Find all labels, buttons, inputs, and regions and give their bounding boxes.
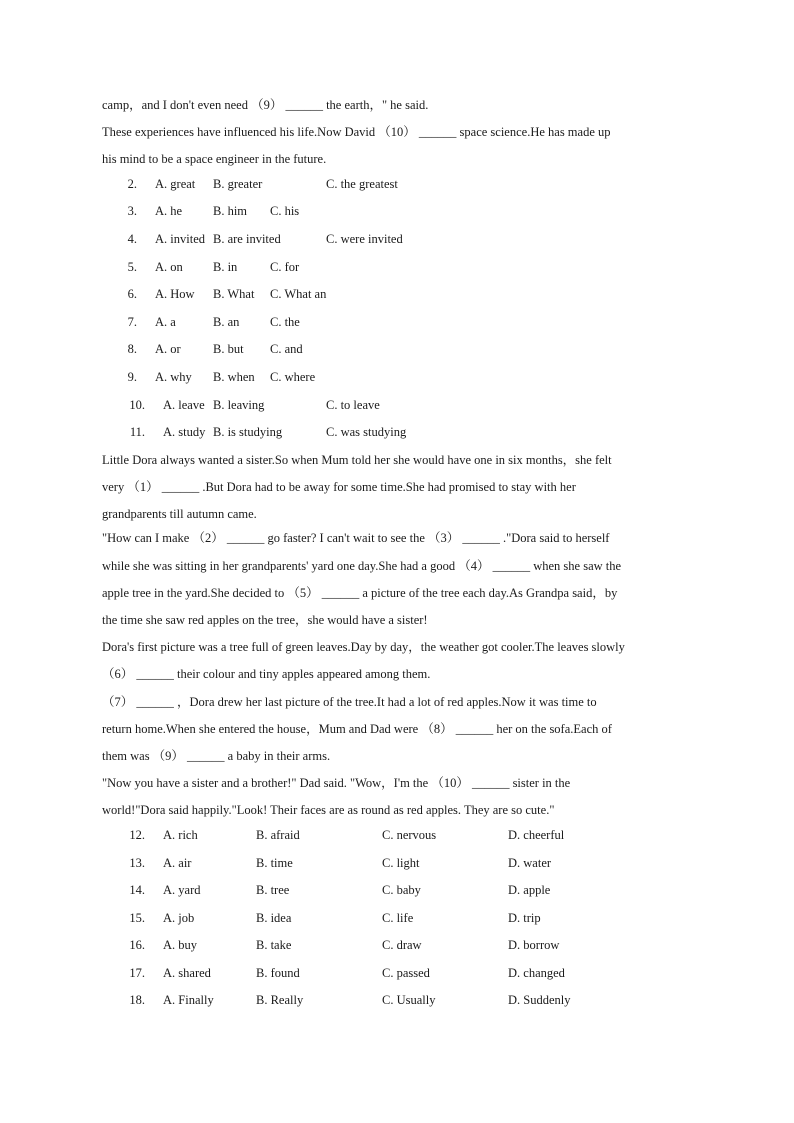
option-a[interactable]: A. study <box>163 425 206 439</box>
option-b[interactable]: B. him <box>213 204 248 218</box>
passage2-line: "How can I make （2） ______ go faster? I can't wait to see the （3） ______ ."Dora said to herself <box>102 531 610 545</box>
option-c[interactable]: C. Usually <box>382 993 436 1007</box>
option-b[interactable]: B. in <box>213 260 238 274</box>
passage2-line: Little Dora always wanted a sister.So when Mum told her she would have one in six months，she felt <box>102 453 612 467</box>
option-a[interactable]: A. shared <box>163 966 211 980</box>
option-b[interactable]: B. found <box>256 966 300 980</box>
passage1-line: These experiences have influenced his life.Now David （10） ______ space science.He has made up <box>102 125 611 139</box>
option-a[interactable]: A. a <box>155 315 176 329</box>
option-c[interactable]: C. was studying <box>326 425 407 439</box>
option-a[interactable]: A. on <box>155 260 183 274</box>
passage2-line: them was （9） ______ a baby in their arms. <box>102 749 331 763</box>
question-number: 14. <box>129 883 145 897</box>
passage2-line: world!"Dora said happily."Look! Their faces are as round as red apples. They are so cute." <box>102 803 555 817</box>
option-c[interactable]: C. were invited <box>326 232 403 246</box>
option-c[interactable]: C. light <box>382 856 420 870</box>
option-b[interactable]: B. leaving <box>213 398 265 412</box>
option-d[interactable]: D. water <box>508 856 552 870</box>
option-d[interactable]: D. apple <box>508 883 551 897</box>
passage2-line: （7） ______ ，Dora drew her last picture of the tree.It had a lot of red apples.Now it was time to <box>102 695 597 709</box>
option-d[interactable]: D. changed <box>508 966 565 980</box>
option-b[interactable]: B. take <box>256 938 292 952</box>
question-number: 8. <box>127 342 137 356</box>
passage2-line: return home.When she entered the house，Mum and Dad were （8） ______ her on the sofa.Each of <box>102 722 612 736</box>
option-b[interactable]: B. is studying <box>213 425 283 439</box>
passage2-line: apple tree in the yard.She decided to （5） ______ a picture of the tree each day.As Grandpa said，by <box>102 586 618 600</box>
option-b[interactable]: B. greater <box>213 177 263 191</box>
option-b[interactable]: B. idea <box>256 911 292 925</box>
option-a[interactable]: A. buy <box>163 938 198 952</box>
option-b[interactable]: B. an <box>213 315 240 329</box>
question-number: 10. <box>129 398 145 412</box>
option-a[interactable]: A. or <box>155 342 181 356</box>
passage2-line: the time she saw red apples on the tree，she would have a sister! <box>102 613 428 627</box>
option-b[interactable]: B. Really <box>256 993 304 1007</box>
option-c[interactable]: C. the <box>270 315 300 329</box>
question-number: 18. <box>129 993 145 1007</box>
passage2-line: while she was sitting in her grandparents' yard one day.She had a good （4） ______ when she saw the <box>102 559 622 573</box>
option-c[interactable]: C. baby <box>382 883 421 897</box>
question-number: 15. <box>129 911 145 925</box>
option-d[interactable]: D. trip <box>508 911 541 925</box>
option-b[interactable]: B. tree <box>256 883 290 897</box>
passage1-line: his mind to be a space engineer in the future. <box>102 152 327 166</box>
option-a[interactable]: A. Finally <box>163 993 214 1007</box>
option-c[interactable]: C. life <box>382 911 414 925</box>
question-number: 5. <box>127 260 137 274</box>
option-b[interactable]: B. time <box>256 856 293 870</box>
option-c[interactable]: C. draw <box>382 938 422 952</box>
option-a[interactable]: A. How <box>155 287 195 301</box>
passage2-line: very （1） ______ .But Dora had to be away for some time.She had promised to stay with her <box>102 480 576 494</box>
question-number: 12. <box>129 828 145 842</box>
option-a[interactable]: A. leave <box>163 398 205 412</box>
option-a[interactable]: A. yard <box>163 883 201 897</box>
option-d[interactable]: D. cheerful <box>508 828 565 842</box>
passage2-line: "Now you have a sister and a brother!" Dad said. "Wow，I'm the （10） ______ sister in the <box>102 776 571 790</box>
option-c[interactable]: C. for <box>270 260 300 274</box>
option-a[interactable]: A. rich <box>163 828 198 842</box>
question-number: 13. <box>129 856 145 870</box>
option-c[interactable]: C. where <box>270 370 316 384</box>
question-number: 9. <box>127 370 137 384</box>
option-a[interactable]: A. invited <box>155 232 205 246</box>
option-c[interactable]: C. and <box>270 342 303 356</box>
option-d[interactable]: D. borrow <box>508 938 560 952</box>
passage2-line: Dora's first picture was a tree full of green leaves.Day by day，the weather got cooler.The leaves slowly <box>102 640 625 654</box>
option-c[interactable]: C. passed <box>382 966 430 980</box>
option-a[interactable]: A. he <box>155 204 183 218</box>
option-c[interactable]: C. nervous <box>382 828 437 842</box>
question-number: 2. <box>127 177 137 191</box>
option-a[interactable]: A. air <box>163 856 192 870</box>
option-c[interactable]: C. the greatest <box>326 177 398 191</box>
passage2-line: （6） ______ their colour and tiny apples appeared among them. <box>102 667 431 681</box>
question-number: 6. <box>127 287 137 301</box>
option-c[interactable]: C. his <box>270 204 300 218</box>
question-number: 7. <box>127 315 137 329</box>
option-a[interactable]: A. why <box>155 370 192 384</box>
option-a[interactable]: A. great <box>155 177 196 191</box>
question-number: 17. <box>129 966 145 980</box>
question-number: 16. <box>129 938 145 952</box>
option-d[interactable]: D. Suddenly <box>508 993 571 1007</box>
option-b[interactable]: B. when <box>213 370 255 384</box>
option-b[interactable]: B. What <box>213 287 255 301</box>
option-b[interactable]: B. are invited <box>213 232 281 246</box>
option-c[interactable]: C. to leave <box>326 398 380 412</box>
passage2-line: grandparents till autumn came. <box>102 507 257 521</box>
passage1-line: camp，and I don't even need （9） ______ the earth，" he said. <box>102 98 429 112</box>
question-number: 4. <box>127 232 137 246</box>
question-number: 11. <box>129 425 145 439</box>
option-b[interactable]: B. afraid <box>256 828 300 842</box>
option-c[interactable]: C. What an <box>270 287 327 301</box>
option-a[interactable]: A. job <box>163 911 195 925</box>
question-number: 3. <box>127 204 137 218</box>
option-b[interactable]: B. but <box>213 342 244 356</box>
